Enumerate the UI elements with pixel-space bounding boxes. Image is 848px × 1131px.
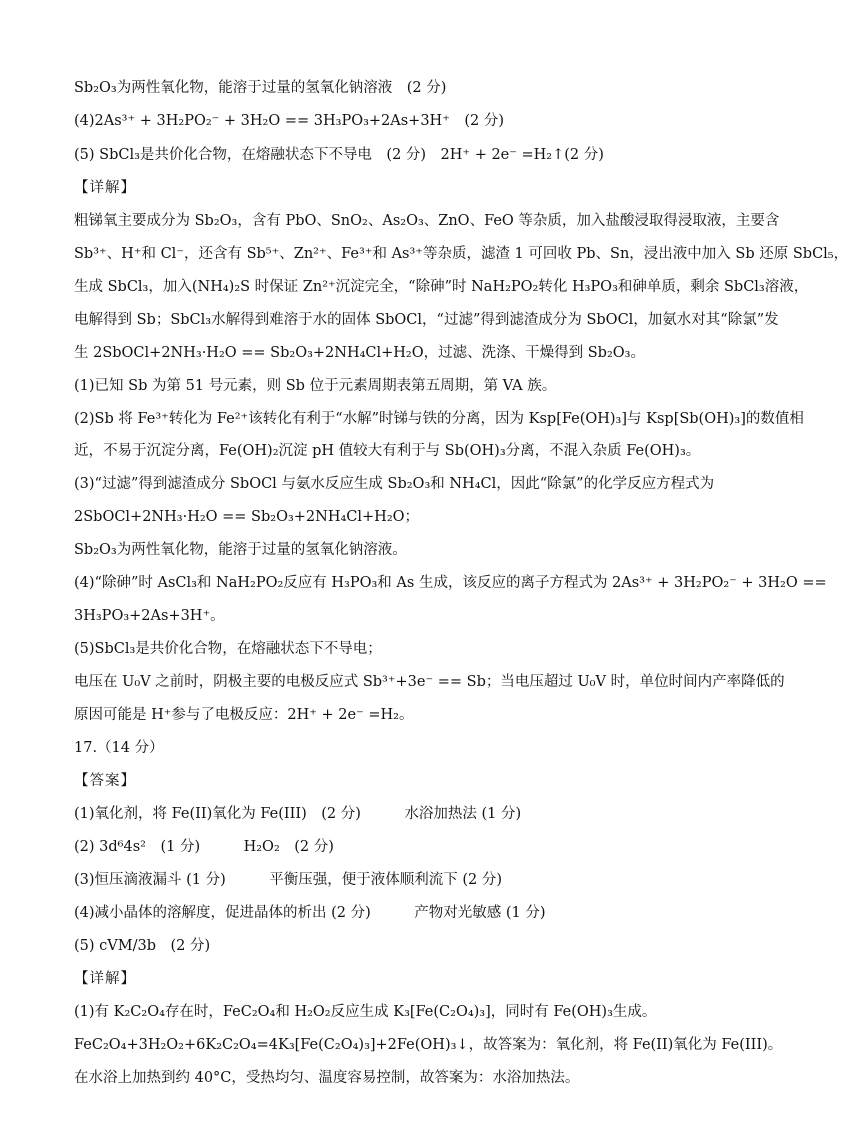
- text-line-18: (5)SbCl₃是共价化合物，在熔融状态下不导电；: [74, 641, 382, 657]
- text-line-19: 电压在 U₀V 之前时，阴极主要的电极反应式 Sb³⁺+3e⁻ == Sb；当电压超过 U₀V 时，单位时间内产率降低的: [74, 674, 785, 690]
- text-line-6: Sb³⁺、H⁺和 Cl⁻，还含有 Sb⁵⁺、Zn²⁺、Fe³⁺和 As³⁺等杂质，滤渣 1 可回收 Pb、Sn，浸出液中加入 Sb 还原 SbCl₅，: [74, 246, 848, 262]
- question-number-17: 17.（14 分）: [74, 740, 164, 756]
- text-line-9: 生 2SbOCl+2NH₃·H₂O == Sb₂O₃+2NH₄Cl+H₂O，过滤、洗涤、干燥得到 Sb₂O₃。: [74, 345, 645, 361]
- text-line-27: (5) cVM/3b (2 分): [74, 938, 211, 954]
- text-line-24: (2) 3d⁶4s² (1 分) H₂O₂ (2 分): [74, 839, 334, 855]
- text-line-13: (3)“过滤”得到滤渣成分 SbOCl 与氨水反应生成 Sb₂O₃和 NH₄Cl，因此“除氯”的化学反应方程式为: [74, 476, 715, 492]
- text-line-26: (4)减小晶体的溶解度，促进晶体的析出 (2 分) 产物对光敏感 (1 分): [74, 905, 546, 921]
- text-line-1: Sb₂O₃为两性氧化物，能溶于过量的氢氧化钠溶液 (2 分): [74, 80, 447, 96]
- text-line-31: 在水浴上加热到约 40°C，受热均匀、温度容易控制，故答案为：水浴加热法。: [74, 1070, 580, 1086]
- text-line-23: (1)氧化剂，将 Fe(II)氧化为 Fe(III) (2 分) 水浴加热法 (1 分): [74, 806, 522, 822]
- text-line-8: 电解得到 Sb；SbCl₃水解得到难溶于水的固体 SbOCl，“过滤”得到滤渣成分为 SbOCl，加氨水对其“除氯”发: [74, 312, 779, 328]
- text-line-11: (2)Sb 将 Fe³⁺转化为 Fe²⁺该转化有利于“水解”时锑与铁的分离，因为 Ksp[Fe(OH)₃]与 Ksp[Sb(OH)₃]的数值相: [74, 411, 804, 427]
- text-line-16: (4)“除砷”时 AsCl₃和 NaH₂PO₂反应有 H₃PO₃和 As 生成，该反应的离子方程式为 2As³⁺ + 3H₂PO₂⁻ + 3H₂O ==: [74, 575, 827, 591]
- text-line-5: 粗锑氧主要成分为 Sb₂O₃，含有 PbO、SnO₂、As₂O₃、ZnO、FeO 等杂质，加入盐酸浸取得浸取液，主要含: [74, 213, 780, 229]
- text-line-10: (1)已知 Sb 为第 51 号元素，则 Sb 位于元素周期表第五周期，第 VA 族。: [74, 378, 557, 394]
- text-line-17: 3H₃PO₃+2As+3H⁺。: [74, 608, 225, 624]
- text-line-30: FeC₂O₄+3H₂O₂+6K₂C₂O₄=4K₃[Fe(C₂O₄)₃]+2Fe(OH)₃↓，故答案为：氧化剂，将 Fe(II)氧化为 Fe(III)。: [74, 1037, 783, 1053]
- section-heading-answer: 【答案】: [74, 773, 136, 789]
- text-line-15: Sb₂O₃为两性氧化物，能溶于过量的氢氧化钠溶液。: [74, 542, 407, 558]
- text-line-29: (1)有 K₂C₂O₄存在时，FeC₂O₄和 H₂O₂反应生成 K₃[Fe(C₂O₄)₃]，同时有 Fe(OH)₃生成。: [74, 1004, 657, 1020]
- text-line-2: (4)2As³⁺ + 3H₂PO₂⁻ + 3H₂O == 3H₃PO₃+2As+3H⁺ (2 分): [74, 113, 505, 129]
- text-line-14: 2SbOCl+2NH₃·H₂O == Sb₂O₃+2NH₄Cl+H₂O；: [74, 509, 420, 525]
- text-line-20: 原因可能是 H⁺参与了电极反应：2H⁺ + 2e⁻ =H₂。: [74, 707, 414, 723]
- text-line-7: 生成 SbCl₃，加入(NH₄)₂S 时保证 Zn²⁺沉淀完全，“除砷”时 NaH₂PO₂转化 H₃PO₃和砷单质，剩余 SbCl₃溶液，: [74, 279, 809, 295]
- section-heading-detail-2: 【详解】: [74, 971, 136, 987]
- text-line-25: (3)恒压滴液漏斗 (1 分) 平衡压强，便于液体顺利流下 (2 分): [74, 872, 503, 888]
- text-line-3: (5) SbCl₃是共价化合物，在熔融状态下不导电 (2 分) 2H⁺ + 2e⁻ =H₂↑(2 分): [74, 147, 604, 163]
- text-line-12: 近，不易于沉淀分离，Fe(OH)₂沉淀 pH 值较大有利于与 Sb(OH)₃分离，不混入杂质 Fe(OH)₃。: [74, 443, 701, 459]
- section-heading-detail: 【详解】: [74, 180, 136, 196]
